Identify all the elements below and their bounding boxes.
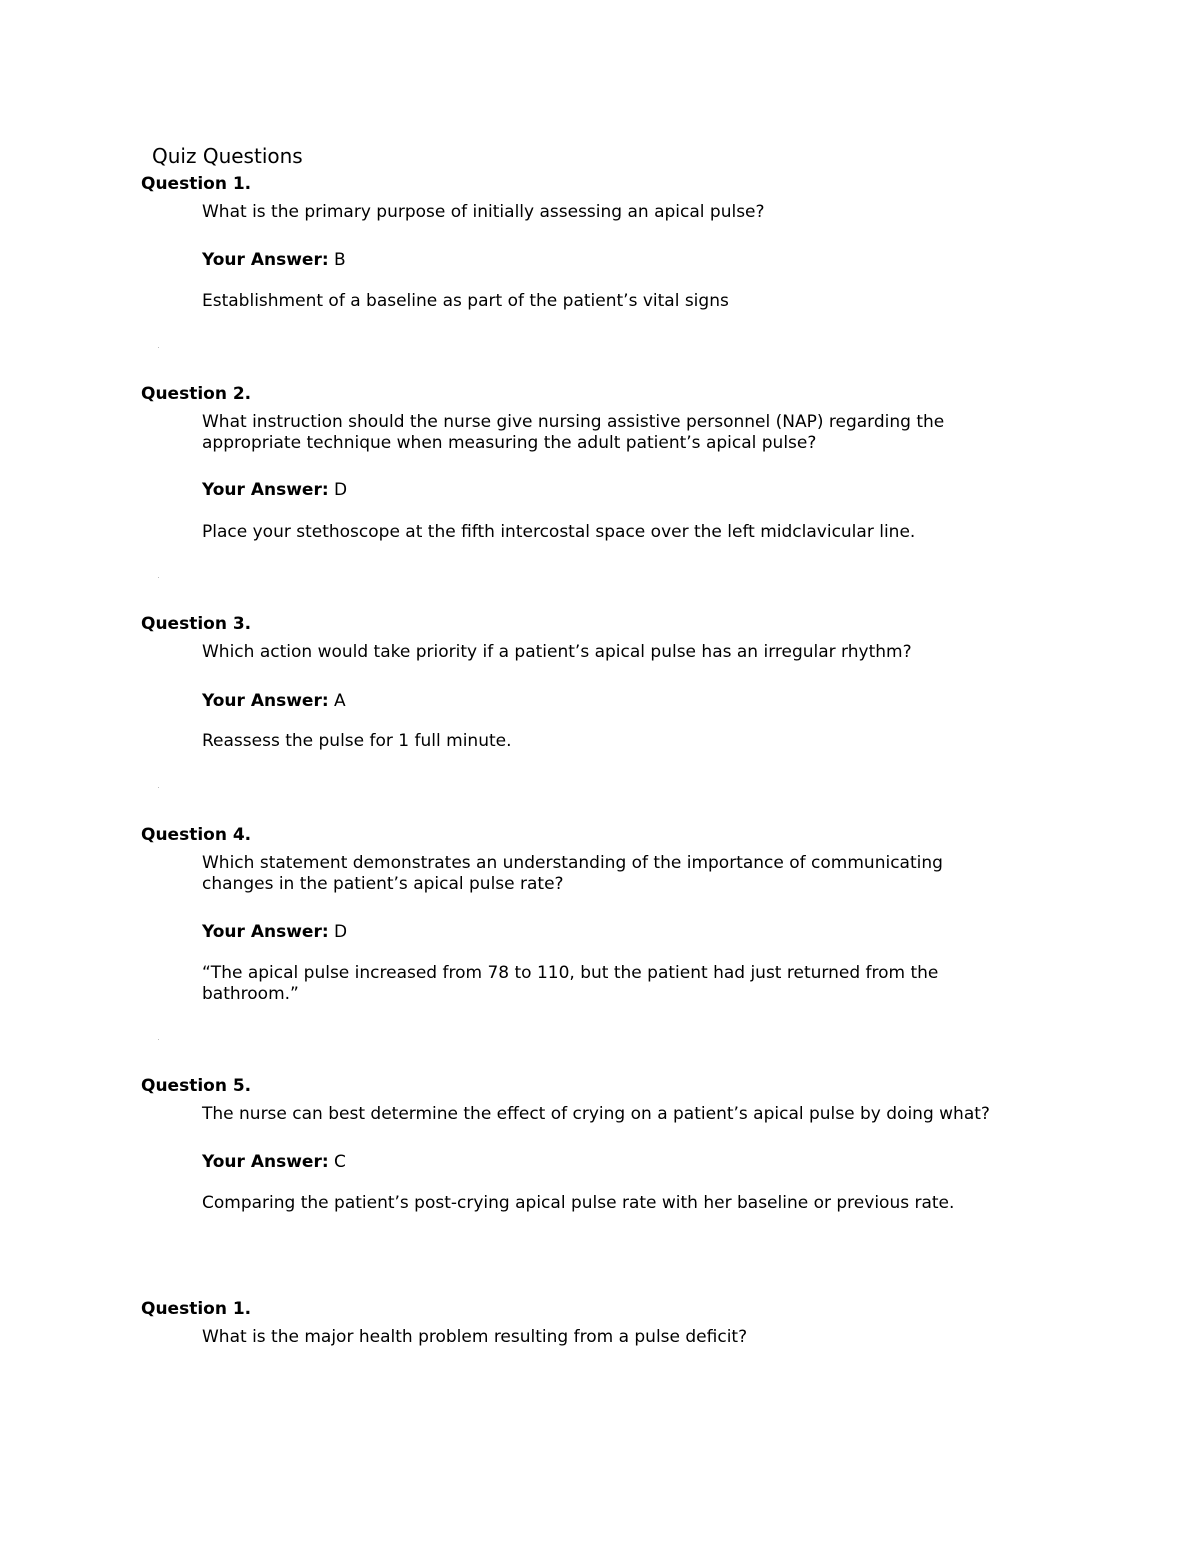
answer-label: Your Answer: (202, 922, 329, 942)
answer-line (202, 479, 347, 501)
question-label: Question 2. (141, 384, 252, 404)
answer-label: Your Answer: (202, 250, 329, 270)
answer-text: Comparing the patient’s post-crying apical pulse rate with her baseline or previous rate. (202, 1193, 955, 1213)
answer-line (202, 1151, 346, 1173)
answer-text: “The apical pulse increased from 78 to 110, but the patient had just returned from the bathroom.” (202, 963, 939, 1004)
answer-label: Your Answer: (202, 1152, 329, 1172)
answer-line (202, 921, 347, 943)
answer-line (202, 690, 346, 712)
question-text: What is the primary purpose of initially assessing an apical pulse? (202, 202, 765, 222)
document-title: Quiz Questions (152, 144, 303, 168)
question-label: Question 3. (141, 614, 252, 634)
answer-label: Your Answer: (202, 480, 329, 500)
answer-text: Establishment of a baseline as part of the patient’s vital signs (202, 291, 729, 311)
question-label: Question 5. (141, 1076, 252, 1096)
answer-letter: C (334, 1152, 346, 1172)
question-label: Question 4. (141, 825, 252, 845)
answer-letter: B (334, 250, 346, 270)
answer-text: Place your stethoscope at the fifth intercostal space over the left midclavicular line. (202, 522, 916, 542)
answer-letter: D (334, 922, 348, 942)
separator-mark (158, 347, 159, 348)
question-text: Which statement demonstrates an understanding of the importance of communicating changes in the patient’s apical pulse rate? (202, 853, 943, 894)
separator-mark (158, 577, 159, 578)
separator-mark (158, 787, 159, 788)
answer-line (202, 249, 346, 271)
answer-text: Reassess the pulse for 1 full minute. (202, 731, 512, 751)
answer-letter: A (334, 691, 346, 711)
question-text: The nurse can best determine the effect of crying on a patient’s apical pulse by doing what? (202, 1104, 990, 1124)
question-label: Question 1. (141, 174, 252, 194)
question-text: Which action would take priority if a patient’s apical pulse has an irregular rhythm? (202, 642, 912, 662)
separator-mark (158, 1039, 159, 1040)
question-text: What is the major health problem resulting from a pulse deficit? (202, 1327, 748, 1347)
question-text: What instruction should the nurse give nursing assistive personnel (NAP) regarding the appropriate technique when measuring the adult patient’s apical pulse? (202, 412, 945, 453)
answer-letter: D (334, 480, 348, 500)
answer-label: Your Answer: (202, 691, 329, 711)
question-label: Question 1. (141, 1299, 252, 1319)
